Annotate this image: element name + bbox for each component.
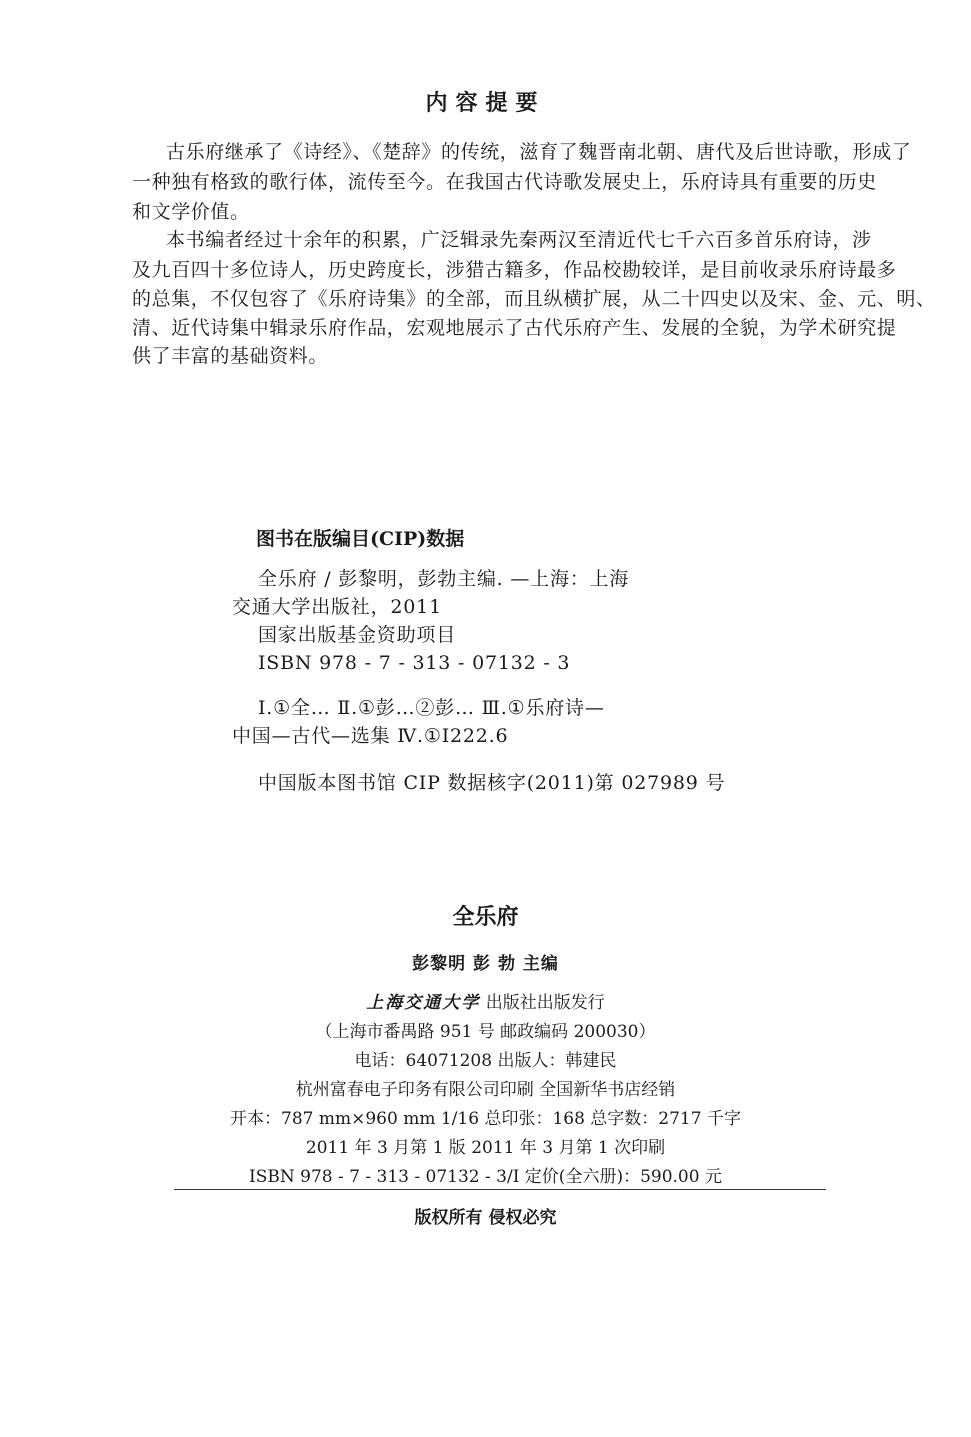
- cip-classification: Ⅰ.①全… Ⅱ.①彭…②彭… Ⅲ.①乐府诗—: [258, 697, 605, 719]
- abstract-line: 供了丰富的基础资料。: [132, 345, 329, 367]
- abstract-line: 清、近代诗集中辑录乐府作品，宏观地展示了古代乐府产生、发展的全貌，为学术研究提: [132, 317, 897, 339]
- cip-line: 交通大学出版社，2011: [232, 596, 442, 618]
- abstract-line: 古乐府继承了《诗经》、《楚辞》的传统，滋育了魏晋南北朝、唐代及后世诗歌，形成了: [166, 141, 912, 163]
- cip-isbn: ISBN 978 - 7 - 313 - 07132 - 3: [258, 652, 571, 674]
- abstract-line: 的总集，不仅包容了《乐府诗集》的全部，而且纵横扩展，从二十四史以及宋、金、元、明、: [132, 288, 936, 310]
- abstract-line: 和文学价值。: [132, 201, 250, 223]
- book-title: 全乐府: [452, 904, 519, 930]
- phone-publisher: 电话：64071208 出版人：韩建民: [354, 1051, 617, 1071]
- publisher-suffix: 出版社出版发行: [480, 993, 605, 1013]
- abstract-line: 一种独有格致的歌行体，流传至今。在我国古代诗歌发展史上，乐府诗具有重要的历史: [132, 171, 877, 193]
- isbn-price: ISBN 978 - 7 - 313 - 07132 - 3/I 定价(全六册)：590.00 元: [249, 1167, 722, 1187]
- publisher-logo: 上海交通大学: [366, 993, 481, 1013]
- address: （上海市番禺路 951 号 邮政编码 200030）: [315, 1022, 656, 1042]
- cip-title: 图书在版编目(CIP)数据: [256, 528, 465, 550]
- abstract-title: 内容提要: [425, 90, 546, 116]
- publisher-line: [0, 988, 971, 1013]
- rights-notice: 版权所有 侵权必究: [414, 1208, 557, 1228]
- cip-number: 中国版本图书馆 CIP 数据核字(2011)第 027989 号: [258, 772, 726, 794]
- printer: 杭州富春电子印务有限公司印刷 全国新华书店经销: [295, 1080, 676, 1100]
- cip-line: 国家出版基金资助项目: [258, 624, 457, 646]
- cip-classification: 中国—古代—选集 Ⅳ.①I222.6: [232, 725, 509, 747]
- editors: 彭黎明 彭 勃 主编: [412, 954, 559, 974]
- divider-rule: [174, 1189, 826, 1190]
- cip-line: 全乐府 / 彭黎明，彭勃主编. —上海：上海: [258, 568, 630, 590]
- abstract-line: 本书编者经过十余年的积累，广泛辑录先秦两汉至清近代七千六百多首乐府诗，涉: [166, 229, 872, 251]
- abstract-line: 及九百四十多位诗人，历史跨度长，涉猎古籍多，作品校勘较详，是目前收录乐府诗最多: [132, 259, 897, 281]
- specs: 开本：787 mm×960 mm 1/16 总印张：168 总字数：2717 千字: [230, 1109, 741, 1129]
- edition: 2011 年 3 月第 1 版 2011 年 3 月第 1 次印刷: [305, 1138, 666, 1158]
